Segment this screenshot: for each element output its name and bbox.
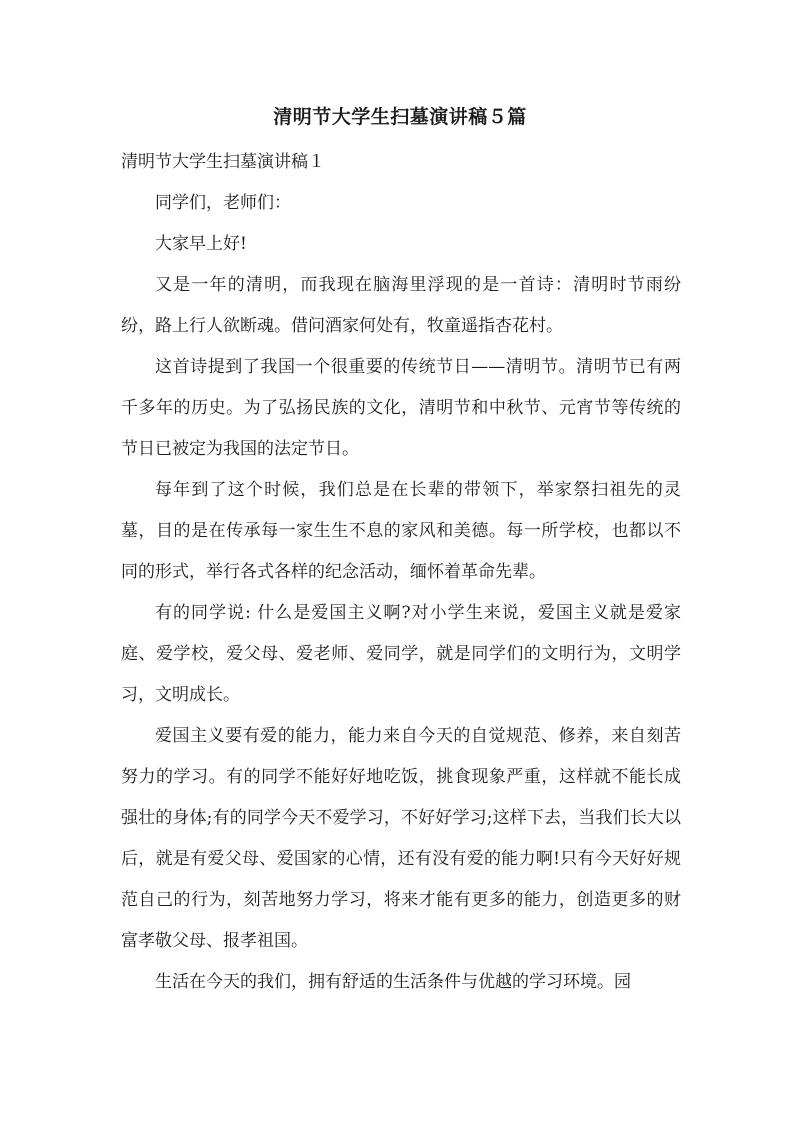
paragraph-tradition: 每年到了这个时候，我们总是在长辈的带领下，举家祭扫祖先的灵墓，目的是在传承每一家生生不息的家风和美德。每一所学校，也都以不同的形式，举行各式各样的纪念活动，缅怀着革命先辈。 (121, 480, 681, 582)
paragraph-greeting: 同学们，老师们： (155, 193, 291, 213)
section-heading: 清明节大学生扫墓演讲稿１ (121, 152, 325, 172)
paragraph-poem: 又是一年的清明，而我现在脑海里浮现的是一首诗：清明时节雨纷纷，路上行人欲断魂。借问酒家何处有，牧童遥指杏花村。 (121, 275, 681, 336)
paragraph-ability: 爱国主义要有爱的能力，能力来自今天的自觉规范、修养，来自刻苦努力的学习。有的同学不能好好地吃饭，挑食现象严重，这样就不能长成强壮的身体;有的同学今天不爱学习，不好好学习;这样下去，当我们长大以后，就是有爱父母、爱国家的心情，还有没有爱的能力啊!只有今天好好规范自己的行为，刻苦地努力学习，将来才能有更多的能力，创造更多的财富孝敬父母、报孝祖国。 (121, 726, 681, 951)
paragraph-patriotism: 有的同学说: 什么是爱国主义啊?对小学生来说，爱国主义就是爱家庭、爱学校，爱父母、爱老师、爱同学，就是同学们的文明行为，文明学习，文明成长。 (121, 603, 681, 705)
paragraph-festival: 这首诗提到了我国一个很重要的传统节日——清明节。清明节已有两千多年的历史。为了弘扬民族的文化，清明节和中秋节、元宵节等传统的节日已被定为我国的法定节日。 (121, 357, 681, 459)
paragraph-life: 生活在今天的我们，拥有舒适的生活条件与优越的学习环境。园 (155, 972, 631, 992)
paragraph-salutation: 大家早上好! (155, 234, 247, 254)
document-title: 清明节大学生扫墓演讲稿５篇 (273, 106, 527, 128)
